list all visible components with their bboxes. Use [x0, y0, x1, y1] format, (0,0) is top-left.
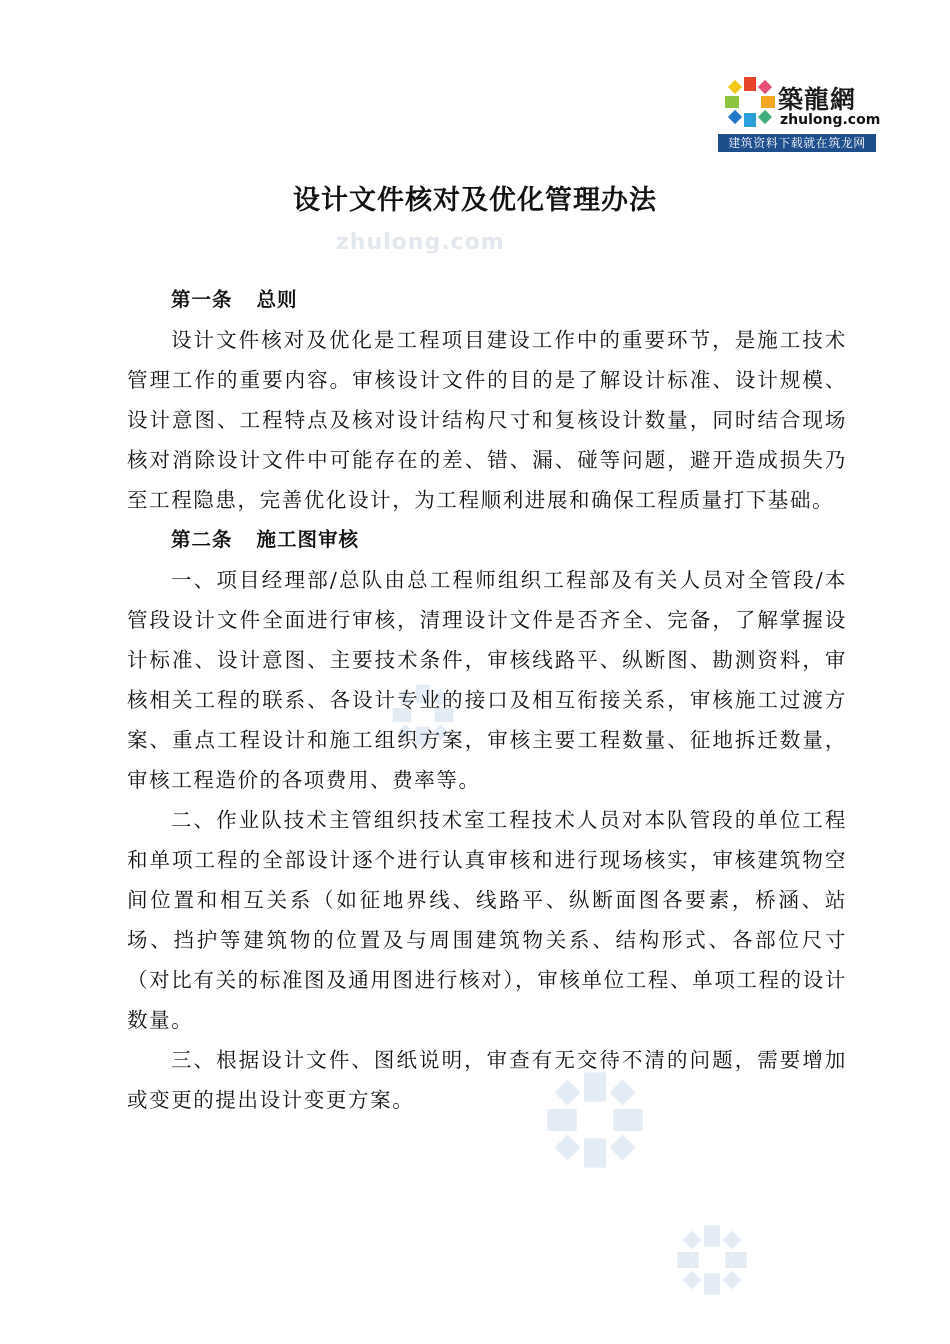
article-heading: 总则 [256, 288, 298, 311]
section-heading [127, 280, 847, 320]
article-heading: 施工图审核 [256, 528, 360, 551]
paragraph: 设计文件核对及优化是工程项目建设工作中的重要环节，是施工技术管理工作的重要内容。审核设计文件的目的是了解设计标准、设计规模、设计意图、工程特点及核对设计结构尺寸和复核设计数量，同时结合现场核对消除设计文件中可能存在的差、错、漏、碰等问题，避开造成损失乃至工程隐患，完善优化设计，为工程顺利进展和确保工程质量打下基础。 [127, 328, 847, 512]
zhulong-flower-icon [722, 74, 778, 130]
logo-url: zhulong.com [780, 112, 881, 128]
section-heading [127, 520, 847, 560]
paragraph: 三、根据设计文件、图纸说明，审查有无交待不清的问题，需要增加或变更的提出设计变更方案。 [127, 1048, 847, 1112]
watermark-flower-icon [672, 1220, 752, 1300]
watermark-text: zhulong.com [336, 230, 505, 255]
article-number: 第二条 [171, 528, 233, 551]
zhulong-logo [718, 72, 881, 152]
logo-name: 築龍網 [778, 85, 857, 114]
article-number: 第一条 [171, 288, 233, 311]
logo-tagline: 建筑资料下载就在筑龙网 [718, 134, 876, 152]
paragraph: 二、作业队技术主管组织技术室工程技术人员对本队管段的单位工程和单项工程的全部设计逐个进行认真审核和进行现场核实，审核建筑物空间位置和相互关系（如征地界线、线路平、纵断面图各要素，桥涵、站场、挡护等建筑物的位置及与周围建筑物关系、结构形式、各部位尺寸（对比有关的标准图及通用图进行核对），审核单位工程、单项工程的设计数量。 [127, 808, 847, 1032]
document-title: 设计文件核对及优化管理办法 [293, 185, 657, 216]
document-body [127, 280, 847, 1120]
paragraph: 一、项目经理部/总队由总工程师组织工程部及有关人员对全管段/本管段设计文件全面进行审核，清理设计文件是否齐全、完备，了解掌握设计标准、设计意图、主要技术条件，审核线路平、纵断图、勘测资料，审核相关工程的联系、各设计专业的接口及相互衔接关系，审核施工过渡方案、重点工程设计和施工组织方案，审核主要工程数量、征地拆迁数量，审核工程造价的各项费用、费率等。 [127, 568, 847, 792]
